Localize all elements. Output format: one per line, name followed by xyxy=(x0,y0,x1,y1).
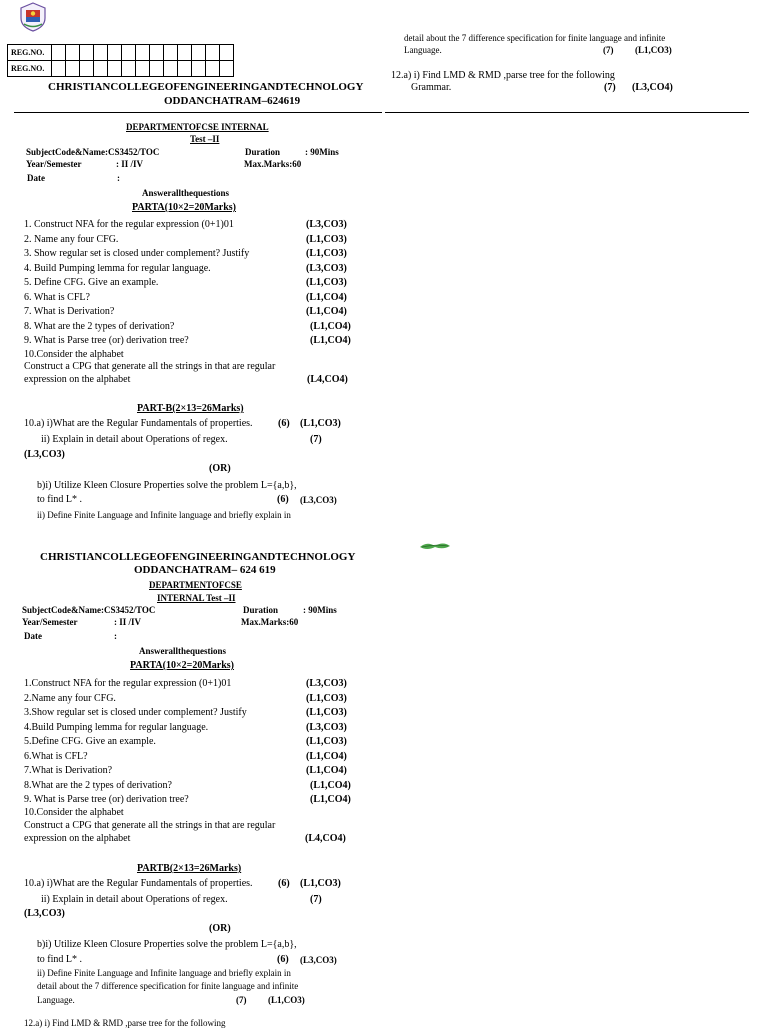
question-row xyxy=(24,793,768,807)
question-row xyxy=(24,692,768,706)
course-outcome: (L1,CO3) xyxy=(306,707,347,718)
question-text: 1.Construct NFA for the regular expression (0+1)01 xyxy=(24,678,232,689)
course-outcome: (L3,CO3) xyxy=(300,495,337,505)
question-text: 7. What is Derivation? xyxy=(24,306,115,317)
question-10a: 10.a) i)What are the Regular Fundamentals of properties. xyxy=(24,878,253,889)
question-10-line: Construct a CPG that generate all the strings in that are regular xyxy=(24,361,276,372)
course-outcome: (L1,CO4) xyxy=(306,306,347,317)
register-number-table xyxy=(7,44,234,77)
course-outcome: (L3,CO3) xyxy=(24,908,65,919)
part-b-title: PART-B(2×13=26Marks) xyxy=(137,403,244,414)
duration-label: Duration xyxy=(245,147,281,157)
max-marks: Max.Marks:60 xyxy=(244,159,302,169)
marks: (7) xyxy=(604,82,616,93)
question-row xyxy=(24,262,768,276)
course-outcome: (L1,CO3) xyxy=(635,45,672,55)
course-outcome: (L4,CO4) xyxy=(305,833,346,844)
question-12a-cut: 12.a) i) Find LMD & RMD ,parse tree for the following xyxy=(24,1018,226,1028)
year-value: : II /IV xyxy=(114,617,142,627)
header-rule xyxy=(14,112,382,113)
question-10a-ii: ii) Explain in detail about Operations of regex. xyxy=(41,434,228,445)
max-marks: Max.Marks:60 xyxy=(241,617,299,627)
header-rule xyxy=(385,112,749,113)
course-outcome: (L1,CO4) xyxy=(310,335,351,346)
course-outcome: (L1,CO3) xyxy=(268,995,305,1005)
subject-label: SubjectCode&Name:CS3452/TOC xyxy=(26,147,160,157)
duration-value: : 90Mins xyxy=(303,605,337,615)
marks: (6) xyxy=(278,418,290,429)
question-text: 2. Name any four CFG. xyxy=(24,233,119,245)
course-outcome: (L3,CO3) xyxy=(300,955,337,965)
college-name: CHRISTIANCOLLEGEOFENGINEERINGANDTECHNOLOGY xyxy=(48,81,364,93)
course-outcome: (L1,CO3) xyxy=(306,736,347,747)
part-b-title: PARTB(2×13=26Marks) xyxy=(137,863,242,874)
question-text: 3.Show regular set is closed under complement? Justify xyxy=(24,707,247,718)
department-title: DEPARTMENTOFCSE xyxy=(149,580,242,590)
question-row xyxy=(24,218,768,232)
question-text: 9. What is Parse tree (or) derivation tree? xyxy=(24,794,189,805)
course-outcome: (L1,CO4) xyxy=(306,750,347,762)
course-outcome: (L1,CO4) xyxy=(310,320,351,332)
subject-label: SubjectCode&Name:CS3452/TOC xyxy=(22,605,156,615)
course-outcome: (L1,CO4) xyxy=(310,794,351,805)
right-column-line: Language. xyxy=(404,45,442,55)
decorative-leaf-icon xyxy=(419,540,451,552)
question-row xyxy=(24,320,768,334)
year-label: Year/Semester xyxy=(26,159,82,169)
college-name: CHRISTIANCOLLEGEOFENGINEERINGANDTECHNOLOGY xyxy=(40,551,356,563)
instructions: Answerallthequestions xyxy=(139,646,227,656)
question-text: 4.Build Pumping lemma for regular language. xyxy=(24,721,209,733)
marks: (6) xyxy=(278,878,290,889)
question-10-line: 10.Consider the alphabet xyxy=(24,349,124,360)
question-text: 6.What is CFL? xyxy=(24,750,88,762)
marks: (7) xyxy=(603,45,614,55)
course-outcome: (L3,CO3) xyxy=(306,262,347,274)
question-12a-grammar: Grammar. xyxy=(411,82,452,93)
question-text: 7.What is Derivation? xyxy=(24,765,113,776)
course-outcome: (L1,CO3) xyxy=(300,878,341,889)
question-row xyxy=(24,721,768,735)
date-label: Date xyxy=(27,173,45,183)
course-outcome: (L1,CO4) xyxy=(306,765,347,776)
question-10-line: expression on the alphabet xyxy=(24,833,131,844)
question-row xyxy=(24,334,768,348)
marks: (6) xyxy=(277,954,289,965)
question-12a: 12.a) i) Find LMD & RMD ,parse tree for the following xyxy=(391,70,615,81)
question-10b-ii: detail about the 7 difference specification for finite language and infinite xyxy=(37,981,299,991)
right-column-line: detail about the 7 difference specification for finite language and infinite xyxy=(404,33,666,43)
question-row xyxy=(24,247,768,261)
question-10-line: 10.Consider the alphabet xyxy=(24,807,124,818)
question-10b-ii: Language. xyxy=(37,995,75,1005)
question-text: 5.Define CFG. Give an example. xyxy=(24,736,156,747)
question-row xyxy=(24,735,768,749)
course-outcome: (L3,CO4) xyxy=(632,82,673,93)
course-outcome: (L4,CO4) xyxy=(307,374,348,385)
question-text: 5. Define CFG. Give an example. xyxy=(24,277,159,288)
question-row xyxy=(24,677,768,691)
date-value: : xyxy=(114,631,117,641)
question-10b-i: b)i) Utilize Kleen Closure Properties solve the problem L={a,b}, xyxy=(37,939,297,950)
course-outcome: (L1,CO3) xyxy=(306,233,347,245)
question-row xyxy=(24,779,768,793)
course-outcome: (L1,CO3) xyxy=(306,248,347,259)
course-outcome: (L1,CO3) xyxy=(306,277,347,288)
reg-no-label: REG.NO. xyxy=(8,45,52,61)
question-row xyxy=(24,764,768,778)
question-row xyxy=(24,305,768,319)
question-text: 8. What are the 2 types of derivation? xyxy=(24,320,175,332)
or-separator: (OR) xyxy=(209,463,231,474)
instructions: Answerallthequestions xyxy=(142,188,230,198)
question-text: 4. Build Pumping lemma for regular language. xyxy=(24,262,211,274)
question-text: 6. What is CFL? xyxy=(24,291,90,303)
marks: (7) xyxy=(310,894,322,905)
question-10b-i: b)i) Utilize Kleen Closure Properties solve the problem L={a,b}, xyxy=(37,480,297,491)
test-title: INTERNAL Test –II xyxy=(157,593,236,603)
question-row xyxy=(24,706,768,720)
question-text: 3. Show regular set is closed under complement? Justify xyxy=(24,248,250,259)
part-a-title: PARTA(10×2=20Marks) xyxy=(130,660,234,671)
department-title: DEPARTMENTOFCSE INTERNAL xyxy=(126,122,269,132)
question-10b-ii: ii) Define Finite Language and Infinite language and briefly explain in xyxy=(37,968,291,978)
date-value: : xyxy=(117,173,120,183)
duration-label: Duration xyxy=(243,605,279,615)
question-10b-i: to find L* . xyxy=(37,954,82,965)
question-10-line: Construct a CPG that generate all the strings in that are regular xyxy=(24,820,276,831)
year-value: : II /IV xyxy=(116,159,144,169)
question-text: 2.Name any four CFG. xyxy=(24,692,116,704)
question-row xyxy=(24,233,768,247)
course-outcome: (L1,CO4) xyxy=(306,291,347,303)
duration-value: : 90Mins xyxy=(305,147,339,157)
course-outcome: (L1,CO3) xyxy=(300,418,341,429)
or-separator: (OR) xyxy=(209,923,231,934)
course-outcome: (L1,CO3) xyxy=(306,692,347,704)
question-row xyxy=(24,291,768,305)
question-10-line: expression on the alphabet xyxy=(24,374,131,385)
reg-no-label: REG.NO. xyxy=(8,61,52,77)
year-label: Year/Semester xyxy=(22,617,78,627)
college-logo-icon xyxy=(18,2,48,32)
part-a-title: PARTA(10×2=20Marks) xyxy=(132,202,236,213)
college-place: ODDANCHATRAM– 624 619 xyxy=(134,564,276,576)
question-row xyxy=(24,750,768,764)
question-row xyxy=(24,276,768,290)
question-10a: 10.a) i)What are the Regular Fundamentals of properties. xyxy=(24,418,253,429)
course-outcome: (L3,CO3) xyxy=(306,721,347,733)
course-outcome: (L3,CO3) xyxy=(306,219,347,230)
marks: (7) xyxy=(236,995,247,1005)
test-title: Test –II xyxy=(190,134,220,144)
question-text: 1. Construct NFA for the regular expression (0+1)01 xyxy=(24,219,234,230)
course-outcome: (L1,CO4) xyxy=(310,779,351,791)
marks: (7) xyxy=(310,434,322,445)
marks: (6) xyxy=(277,494,289,505)
question-10b-i: to find L* . xyxy=(37,494,82,505)
date-label: Date xyxy=(24,631,42,641)
college-place: ODDANCHATRAM–624619 xyxy=(164,95,301,107)
question-text: 9. What is Parse tree (or) derivation tree? xyxy=(24,335,189,346)
course-outcome: (L3,CO3) xyxy=(24,449,65,460)
question-10a-ii: ii) Explain in detail about Operations of regex. xyxy=(41,894,228,905)
question-text: 8.What are the 2 types of derivation? xyxy=(24,779,172,791)
question-10b-ii: ii) Define Finite Language and Infinite language and briefly explain in xyxy=(37,510,291,520)
course-outcome: (L3,CO3) xyxy=(306,678,347,689)
